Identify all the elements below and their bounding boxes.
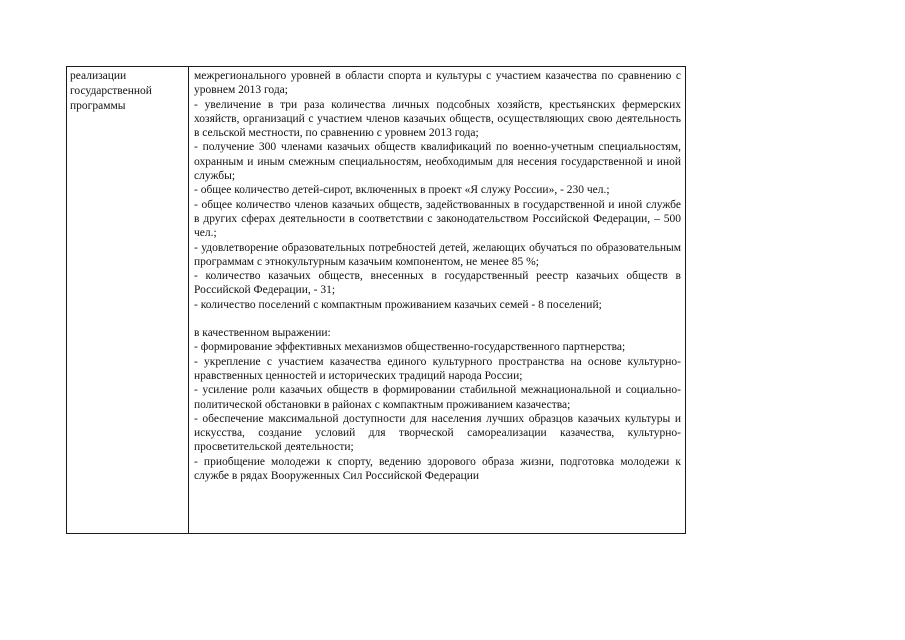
paragraph: - усиление роли казачьих обществ в формировании стабильной межнациональной и социально-политической обстановки в районах с компактным проживанием казачества; xyxy=(194,384,681,411)
left-cell-line: государственной xyxy=(70,85,152,97)
paragraph: - количество казачьих обществ, внесенных в государственный реестр казачьих обществ в Российской Федерации, - 31; xyxy=(194,270,681,297)
paragraph: - общее количество членов казачьих обществ, задействованных в государственной и иной службе в других сферах деятельности в соответствии с законодательством Российской Федерации, – 500 чел.; xyxy=(194,198,681,240)
left-cell-line: программы xyxy=(70,100,126,112)
paragraph: межрегионального уровней в области спорта и культуры с участием казачества по сравнению с уровнем 2013 года; xyxy=(194,70,681,97)
paragraph: - количество поселений с компактным проживанием казачьих семей - 8 поселений; xyxy=(194,298,602,311)
right-cell xyxy=(189,67,685,533)
blank-line xyxy=(194,312,681,326)
left-cell xyxy=(67,67,189,533)
document-table xyxy=(66,66,686,534)
paragraph: - увеличение в три раза количества личных подсобных хозяйств, крестьянских фермерских хозяйств, организаций с участием членов казачьих обществ, осуществляющих свою деятельность в сельской местности, по сравнению с уровнем 2013 года; xyxy=(194,98,681,140)
paragraph: - формирование эффективных механизмов общественно-государственного партнерства; xyxy=(194,341,626,354)
paragraph: - удовлетворение образовательных потребностей детей, желающих обучаться по образовательным программам с этнокультурным казачьим компонентом, не менее 85 %; xyxy=(194,241,681,268)
paragraph: - общее количество детей-сирот, включенных в проект «Я служу России», - 230 чел.; xyxy=(194,184,610,197)
left-cell-line: реализации xyxy=(70,70,127,82)
paragraph: - приобщение молодежи к спорту, ведению здорового образа жизни, подготовка молодежи к службе в рядах Вооруженных Сил Российской Федерации xyxy=(194,455,681,483)
paragraph: - получение 300 членами казачьих обществ квалификаций по военно-учетным специальностям, охранным и иным смежным специальностям, необходимым для несения государственной и иной службы; xyxy=(194,141,681,183)
section-heading: в качественном выражении: xyxy=(194,327,331,340)
paragraph: - укрепление с участием казачества единого культурного пространства на основе культурно-нравственных ценностей и исторических традиций народа России; xyxy=(194,355,681,382)
paragraph: - обеспечение максимальной доступности для населения лучших образцов казачьих культуры и искусства, создание условий для творческой самореализации казачества, культурно-просветительской деятельности; xyxy=(194,412,681,454)
